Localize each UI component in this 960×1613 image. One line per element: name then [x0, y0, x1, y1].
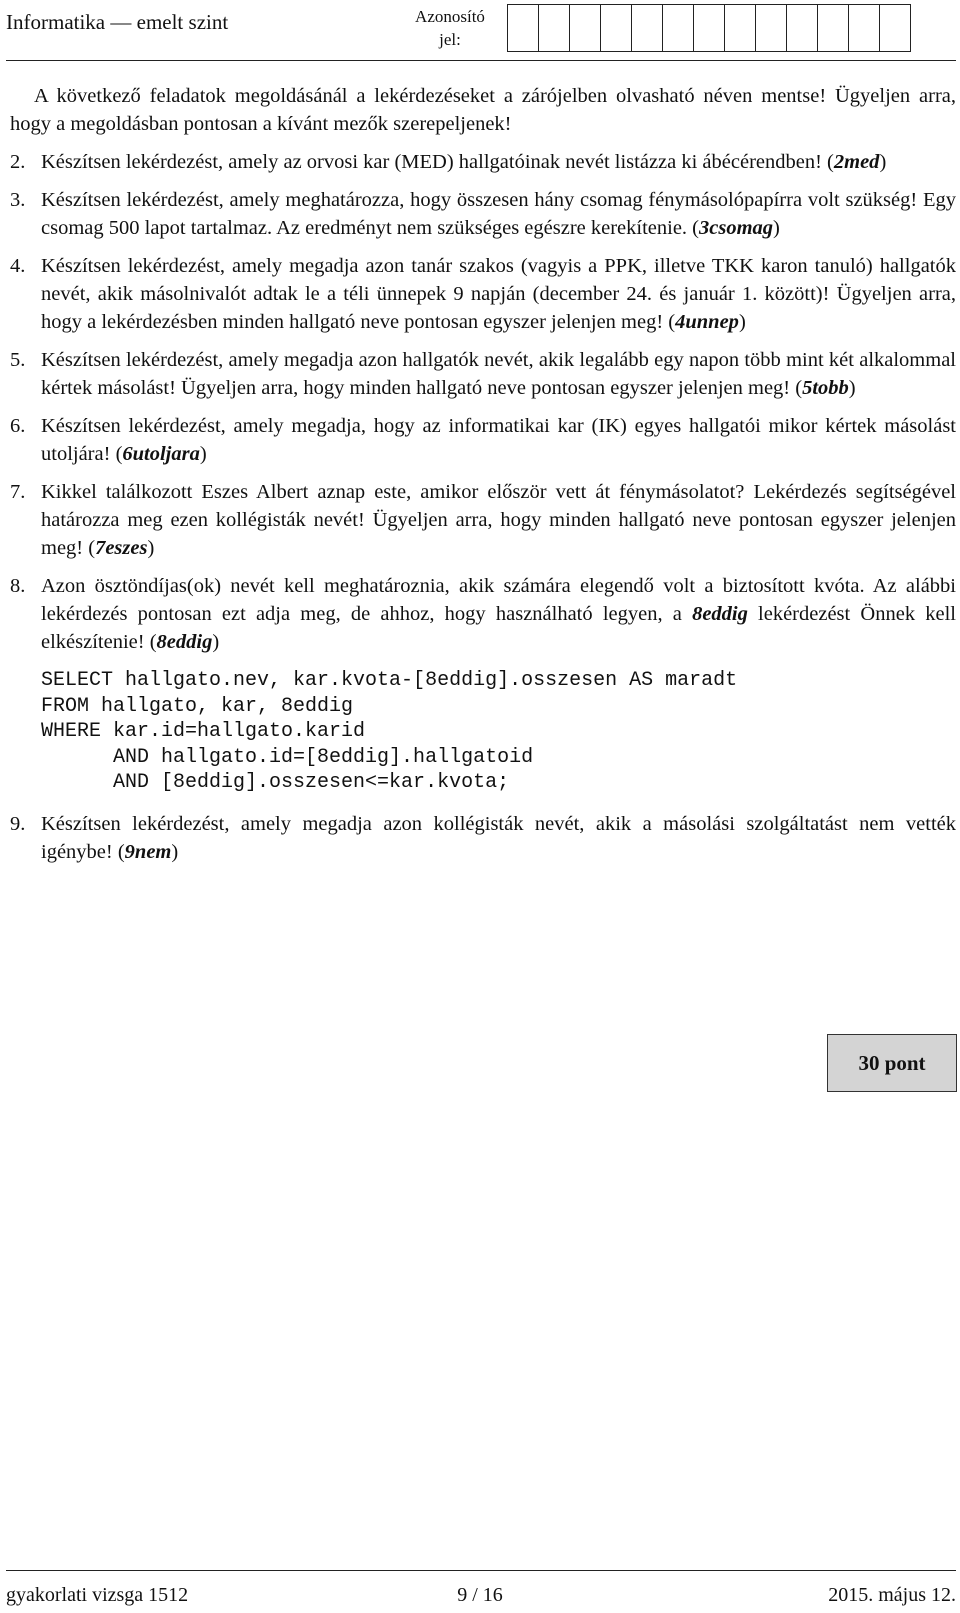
id-label-line2: jel: — [439, 30, 461, 49]
task-text-segment: Készítsen lekérdezést, amely megadja azon kollégisták nevét, akik a másolási szolgáltatást nem vették igénybe! ( — [41, 812, 956, 863]
task-text-segment: ) — [848, 377, 856, 399]
intro-paragraph: A következő feladatok megoldásánál a lekérdezéseket a zárójelben olvasható néven mentse! Ügyeljen arra, hogy a megoldásban pontosan a kívánt mezők szerepeljenek! — [10, 85, 956, 135]
sql-line: SELECT hallgato.nev, kar.kvota-[8eddig].osszesen AS maradt — [41, 669, 738, 692]
task-text-segment: Kikkel találkozott Eszes Albert aznap este, amikor először vett át fénymásolatot? Lekérdezés segítségével határozza meg ezen kollégisták nevét! Ügyeljen arra, hogy minden hallgató neve pontosan egyszer jelenjen meg! ( — [41, 481, 956, 559]
id-digit-box — [662, 4, 694, 52]
id-digit-box — [848, 4, 880, 52]
task-number: 7. — [10, 481, 26, 503]
page-header — [0, 0, 960, 56]
sql-line: AND hallgato.id=[8eddig].hallgatoid — [41, 745, 534, 769]
task-text — [41, 481, 956, 559]
id-digit-box — [724, 4, 756, 52]
id-digit-box — [631, 4, 663, 52]
sql-line: WHERE kar.id=hallgato.karid — [41, 720, 366, 744]
task-text — [41, 189, 956, 239]
footer-exam-code: gyakorlati vizsga 1512 — [6, 1584, 189, 1606]
task-text-segment: ) — [738, 311, 746, 333]
id-digit-box — [786, 4, 818, 52]
task-item — [10, 186, 956, 242]
task-text — [41, 575, 956, 653]
task-text — [41, 813, 956, 863]
query-name: 2med — [833, 151, 880, 173]
task-text — [41, 255, 956, 333]
query-name: 5tobb — [802, 377, 849, 399]
sql-code-block — [41, 668, 956, 796]
header-divider — [6, 60, 956, 61]
query-name: 3csomag — [699, 217, 774, 239]
task-text-segment: ) — [171, 840, 179, 863]
task-9-container — [10, 810, 956, 866]
task-text-segment: Azon ösztöndíjas(ok) nevét kell meghatároznia, akik számára elegendő volt a biztosított kvóta. Az alábbi lekérdezés pontosan ezt adja meg, de ahhoz, hogy használható legyen, a — [41, 575, 956, 625]
task-item — [10, 252, 956, 336]
score-box: 30 pont — [827, 1034, 957, 1092]
id-digit-box — [755, 4, 787, 52]
task-text-segment: Készítsen lekérdezést, amely meghatározza, hogy összesen hány csomag fénymásolópapírra volt szükség! Egy csomag 500 lapot tartalmaz. Az eredményt nem szükséges egészre kerekítenie. ( — [41, 189, 956, 239]
task-text-segment: Készítsen lekérdezést, amely megadja, hogy az informatikai kar (IK) egyes hallgatói mikor kértek másolást utoljára! ( — [41, 415, 956, 465]
task-number: 2. — [10, 151, 26, 173]
header-title: Informatika — emelt szint — [6, 10, 229, 34]
task-text-segment: Készítsen lekérdezést, amely az orvosi kar (MED) hallgatóinak nevét listázza ki ábécérendben! ( — [41, 151, 834, 173]
task-list — [10, 148, 956, 656]
query-name: 7eszes — [95, 537, 148, 559]
task-number: 4. — [10, 255, 26, 277]
task-text — [41, 349, 956, 399]
footer-date: 2015. május 12. — [828, 1584, 956, 1606]
id-digit-box — [879, 4, 911, 52]
task-item — [10, 148, 956, 176]
task-item — [10, 572, 956, 656]
id-boxes — [508, 4, 911, 52]
task-text — [41, 151, 886, 173]
task-text-segment: ) — [199, 443, 207, 465]
query-name: 4unnep — [675, 311, 739, 333]
footer-page-number: 9 / 16 — [457, 1584, 503, 1606]
task-text-segment: ) — [147, 537, 155, 559]
task-text — [41, 415, 956, 465]
id-digit-box — [817, 4, 849, 52]
page-content — [10, 82, 956, 876]
task-text-segment: ) — [879, 151, 887, 173]
id-label — [400, 5, 500, 51]
task-text-segment: lekérdezést Önnek kell elkészítenie! ( — [41, 603, 956, 653]
task-number: 9. — [10, 812, 26, 835]
sql-line: AND [8eddig].osszesen<=kar.kvota; — [41, 771, 510, 795]
query-name: 8eddig — [156, 631, 213, 653]
task-number: 5. — [10, 349, 26, 371]
id-digit-box — [507, 4, 539, 52]
query-name: 8eddig — [692, 603, 748, 625]
id-digit-box — [538, 4, 570, 52]
task-text-segment: Készítsen lekérdezést, amely megadja azon hallgatók nevét, akik legalább egy napon több mint két alkalommal kértek másolást! Ügyeljen arra, hogy minden hallgató neve pontosan egyszer jelenjen meg! ( — [41, 349, 956, 399]
id-label-line1: Azonosító — [415, 7, 485, 26]
task-text-segment: Készítsen lekérdezést, amely megadja azon tanár szakos (vagyis a PPK, illetve TKK karon tanuló) hallgatók nevét, akik másolnivalót adtak le a téli ünnepek 9 napján (december 24. és január 1. között)! Ügyeljen arra, hogy a lekérdezésben minden hallgató neve pontosan egyszer jelenjen meg! ( — [41, 255, 956, 333]
task-item — [10, 412, 956, 468]
query-name: 6utoljara — [122, 443, 200, 465]
sql-line: FROM hallgato, kar, 8eddig — [41, 694, 354, 718]
footer-divider — [6, 1570, 956, 1571]
id-digit-box — [569, 4, 601, 52]
task-number: 8. — [10, 575, 26, 597]
task-text-segment: ) — [212, 631, 220, 653]
task-number: 6. — [10, 415, 26, 437]
task-item — [10, 346, 956, 402]
task-number: 3. — [10, 189, 26, 211]
query-name: 9nem — [124, 840, 172, 863]
id-digit-box — [600, 4, 632, 52]
task-item — [10, 478, 956, 562]
id-digit-box — [693, 4, 725, 52]
task-text-segment: ) — [773, 217, 780, 239]
task-item — [10, 810, 956, 866]
